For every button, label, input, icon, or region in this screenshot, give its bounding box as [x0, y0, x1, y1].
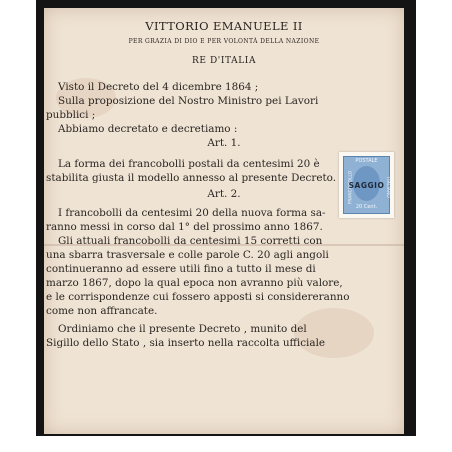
text-line: Sulla proposizione del Nostro Ministro pei Lavori	[58, 95, 319, 107]
text-line: Ordiniamo che il presente Decreto , munito del	[58, 323, 307, 335]
text-line: pubblici ;	[46, 109, 96, 121]
decree-title: VITTORIO EMANUELE II	[145, 19, 303, 33]
text-line: Gli attuali francobolli da centesimi 15 corretti con	[58, 235, 323, 247]
stamp-top-text: POSTALE	[355, 158, 378, 164]
text-line: marzo 1867, dopo la qual epoca non avranno più valore,	[46, 277, 343, 289]
decree-kingdom: RE D'ITALIA	[191, 56, 257, 66]
stamp-left-text: FRANCOBOLLO	[348, 170, 354, 205]
text-line: ranno messi in corso dal 1° del prossimo anno 1867.	[46, 221, 323, 233]
text-line: Abbiamo decretato e decretiamo :	[58, 123, 238, 135]
stamp-design	[343, 156, 390, 214]
text-line: come non affrancate.	[46, 305, 158, 317]
stamp-value: 20 Cent.	[355, 204, 378, 210]
text-line: stabilita giusta il modello annesso al presente Decreto.	[46, 172, 337, 184]
stamp-right-text: ITALIANO	[384, 177, 390, 198]
text-line: La forma dei francobolli postali da centesimi 20 è	[58, 158, 320, 170]
text-line: I francobolli da centesimi 20 della nuova forma sa-	[58, 207, 326, 219]
text-line: Visto il Decreto del 4 dicembre 1864 ;	[58, 81, 259, 93]
postage-stamp	[339, 152, 394, 218]
text-line: e le corrispondenze cui fossero apposti si considereranno	[46, 291, 350, 303]
text-line: una sbarra trasversale e colle parole C. 20 agli angoli	[46, 249, 329, 261]
text-line: Sigillo dello Stato , sia inserto nella raccolta ufficiale	[46, 337, 326, 349]
stamp-overprint: SAGGIO	[348, 181, 385, 190]
decree-subtitle: PER GRAZIA DI DIO E PER VOLONTÀ DELLA NAZIONE	[128, 38, 320, 45]
text-line: continueranno ad essere utili fino a tutto il mese di	[46, 263, 316, 275]
decree-document	[44, 8, 404, 434]
article-heading: Art. 1.	[207, 137, 241, 149]
article-heading: Art. 2.	[207, 188, 241, 200]
